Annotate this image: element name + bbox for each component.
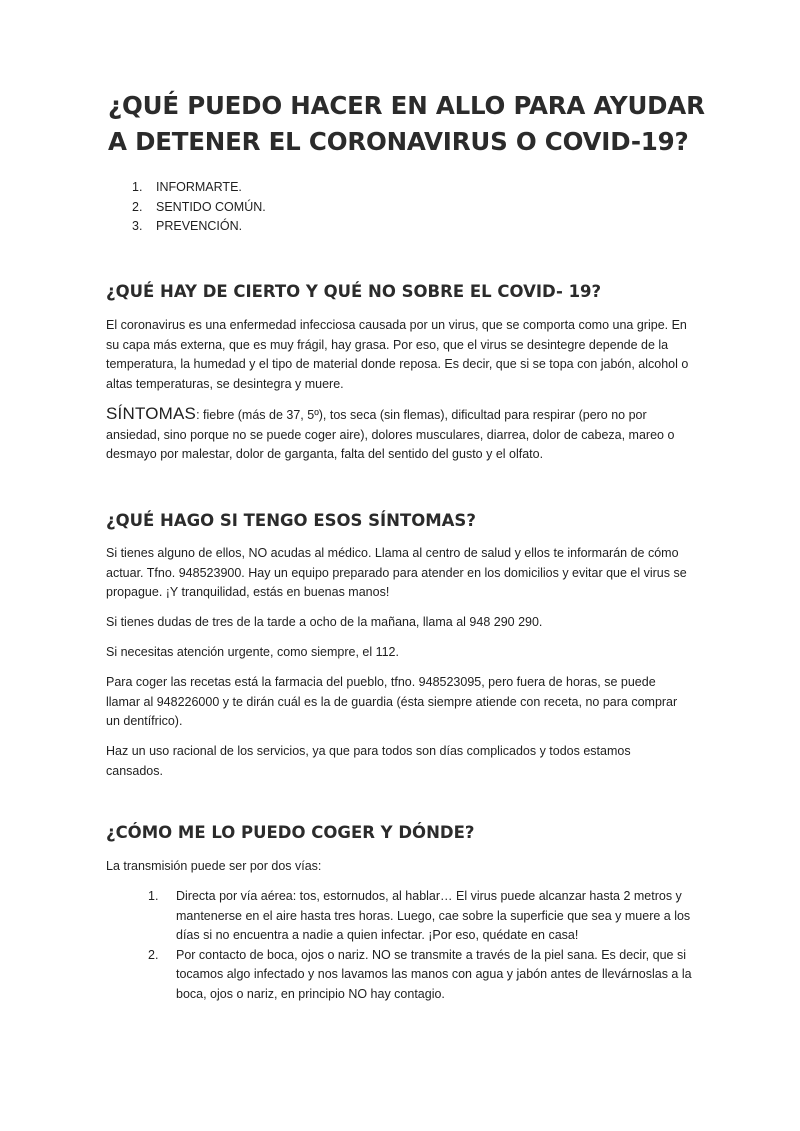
list-text: SENTIDO COMÚN.: [156, 199, 266, 214]
list-number: 2.: [132, 199, 143, 214]
transmission-list: [148, 887, 693, 1004]
list-text: Por contacto de boca, ojos o nariz. NO se transmite a través de la piel sana. Es decir, que si tocamos algo infectado y nos lavamos las manos con agua y jabón antes de llevárnoslas a la boca, ojos o nariz, en principio NO hay contagio.: [176, 947, 692, 1001]
list-number: 1.: [148, 889, 159, 903]
list-item: [148, 946, 693, 1005]
list-number: 3.: [132, 219, 143, 233]
paragraph-pharmacy: Para coger las recetas está la farmacia del pueblo, tfno. 948523095, pero fuera de horas, se puede llamar al 948226000 y te dirán cuál es la de guardia (ésta siempre atiende con receta, no para comprar un dentífrico).: [106, 675, 678, 728]
symptoms-label: SÍNTOMAS: [106, 404, 197, 423]
list-item: [132, 217, 266, 237]
paragraph-call-health-center: Si tienes alguno de ellos, NO acudas al médico. Llama al centro de salud y ellos te informarán de cómo actuar. Tfno. 948523900. Hay un equipo preparado para atender en los domicilios y evitar que el virus se propague. ¡Y tranquilidad, estás en buenas manos!: [106, 546, 687, 599]
section-heading-transmission: ¿CÓMO ME LO PUEDO COGER Y DÓNDE?: [106, 823, 475, 842]
list-text: Directa por vía aérea: tos, estornudos, al hablar… El virus puede alcanzar hasta 2 metros y mantenerse en el aire hasta tres horas. Luego, cae sobre la superficie que sea y muere a los días si no encuentra a nadie a quien infectar. ¡Por eso, quédate en casa!: [176, 889, 691, 942]
paragraph-symptoms: [106, 404, 691, 465]
section-heading-what-to-do: ¿QUÉ HAGO SI TENGO ESOS SÍNTOMAS?: [106, 511, 476, 530]
list-number: 1.: [132, 180, 143, 194]
list-item: [148, 887, 693, 946]
section-heading-facts: ¿QUÉ HAY DE CIERTO Y QUÉ NO SOBRE EL COVID- 19?: [106, 282, 602, 301]
paragraph-coronavirus: El coronavirus es una enfermedad infecciosa causada por un virus, que se comporta como una gripe. En su capa más externa, que es muy frágil, hay grasa. Por eso, que el virus se desintegre depende de la temperatura, la humedad y el tipo de material donde reposa. Es decir, que si se topa con jabón, alcohol o altas temperaturas, se desintegra y muere.: [106, 318, 689, 391]
list-item: [132, 178, 266, 198]
list-text: INFORMARTE.: [156, 180, 242, 194]
list-text: PREVENCIÓN.: [156, 219, 243, 233]
paragraph-transmission-intro: La transmisión puede ser por dos vías:: [106, 859, 322, 873]
paragraph-rational-use: Haz un uso racional de los servicios, ya que para todos son días complicados y todos estamos cansados.: [106, 744, 631, 778]
list-item: [132, 198, 266, 218]
list-number: 2.: [148, 947, 159, 962]
paragraph-night-line: Si tienes dudas de tres de la tarde a ocho de la mañana, llama al 948 290 290.: [106, 615, 543, 629]
symptoms-text: : fiebre (más de 37, 5º), tos seca (sin flemas), dificultad para respirar (pero no por ansiedad, sino porque no se puede coger aire), dolores musculares, diarrea, dolor de cabeza, mareo o desmayo por malestar, dolor de garganta, falta del sentido del gusto y el olfato.: [106, 408, 675, 461]
intro-list: [132, 178, 266, 237]
page-title: ¿QUÉ PUEDO HACER EN ALLO PARA AYUDAR A DETENER EL CORONAVIRUS O COVID-19?: [108, 91, 705, 156]
paragraph-urgent: Si necesitas atención urgente, como siempre, el 112.: [106, 645, 399, 659]
